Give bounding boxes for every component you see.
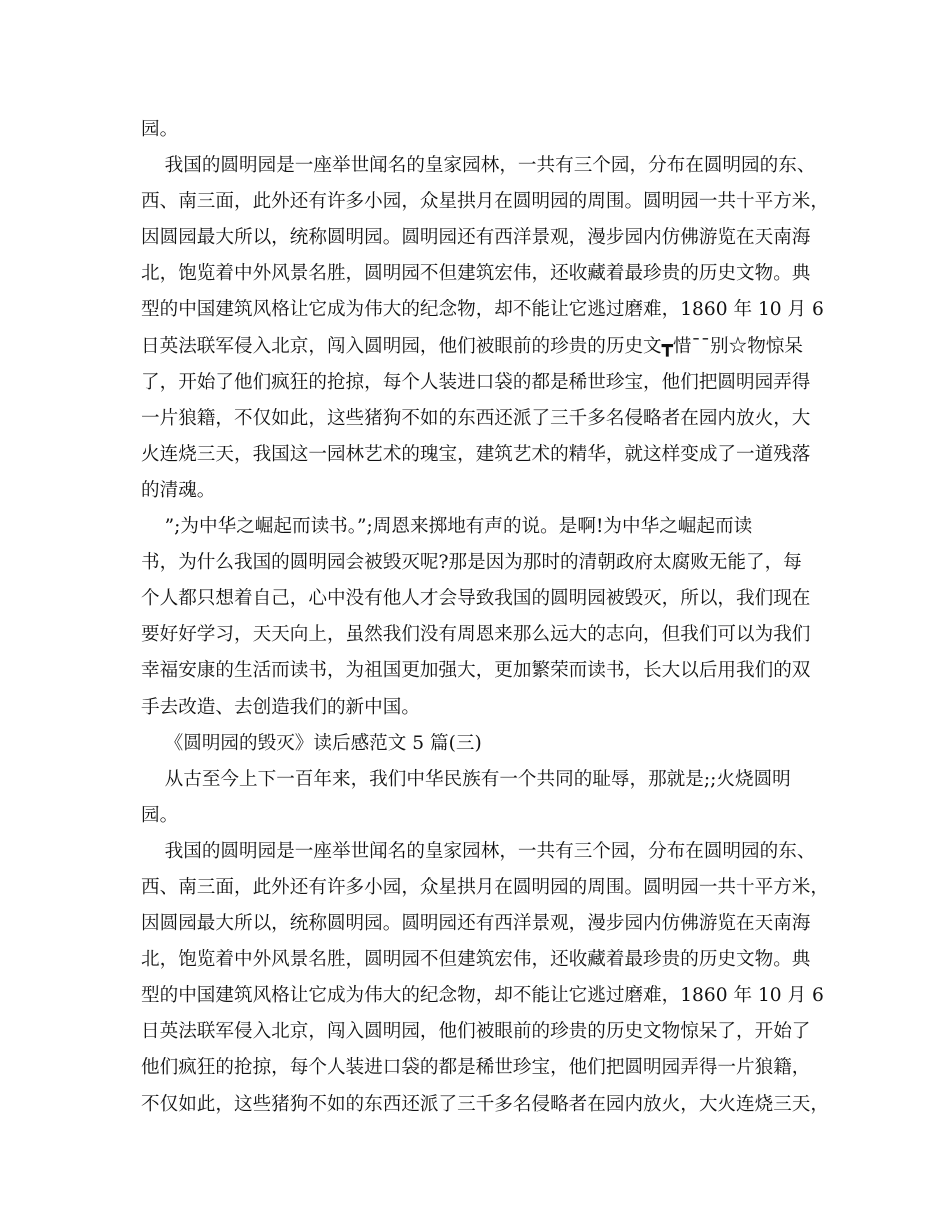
text-line: 个人都只想着自己，心中没有他人才会导致我国的圆明园被毁灭，所以，我们现在 [141,588,811,610]
text-line: 园。 [141,804,179,826]
text-line: 因圆园最大所以，统称圆明园。圆明园还有西洋景观，漫步园内仿佛游览在天南海 [141,227,811,249]
document-body [141,112,829,1123]
text-line: 因圆园最大所以，统称圆明园。圆明园还有西洋景观，漫步园内仿佛游览在天南海 [141,913,811,935]
text-line: 园。 [141,119,179,140]
text-line: 他们疯狂的抢掠，每个人装进口袋的都是稀世珍宝，他们把圆明园弄得一片狼籍， [141,1057,811,1079]
text-line: 不仅如此，这些猪狗不如的东西还派了三千多名侵略者在园内放火，大火连烧三天， [141,1093,829,1115]
text-line: 《圆明园的毁灭》读后感范文 5 篇(三) [141,732,482,754]
text-line: 火连烧三天，我国这一园林艺术的瑰宝，建筑艺术的精华，就这样变成了一道残落 [141,443,811,465]
text-line: 书，为什么我国的圆明园会被毁灭呢?那是因为那时的清朝政府太腐败无能了，每 [141,552,802,574]
text-line: 西、南三面，此外还有许多小园，众星拱月在圆明园的周围。圆明园一共十平方米， [141,876,829,898]
text-line: 幸福安康的生活而读书，为祖国更加强大，更加繁荣而读书，长大以后用我们的双 [141,660,811,682]
text-line: 西、南三面，此外还有许多小园，众星拱月在圆明园的周围。圆明园一共十平方米， [141,191,829,213]
text-line: ”;为中华之崛起而读书。”;周恩来掷地有声的说。是啊!为中华之崛起而读 [141,516,753,538]
text-line: 我国的圆明园是一座举世闻名的皇家园林，一共有三个园，分布在圆明园的东、 [141,840,816,862]
text-line: 了，开始了他们疯狂的抢掠，每个人装进口袋的都是稀世珍宝，他们把圆明园弄得 [141,371,811,393]
text-line: 从古至今上下一百年来，我们中华民族有一个共同的耻辱，那就是;;火烧圆明 [141,768,791,790]
text-line: 我国的圆明园是一座举世闻名的皇家园林，一共有三个园，分布在圆明园的东、 [141,155,816,177]
text-line: 型的中国建筑风格让它成为伟大的纪念物，却不能让它逃过磨难，1860 年 10 月 6 [141,985,824,1007]
text-line: 型的中国建筑风格让它成为伟大的纪念物，却不能让它逃过磨难，1860 年 10 月 6 [141,299,824,321]
text-line: 北，饱览着中外风景名胜，圆明园不但建筑宏伟，还收藏着最珍贵的历史文物。典 [141,263,811,285]
text-line: 的清魂。 [141,479,216,501]
text-line: 日英法联军侵入北京，闯入圆明园，他们被眼前的珍贵的历史文┳惜¯¯别☆物惊呆 [141,335,803,357]
text-line: 手去改造、去创造我们的新中国。 [141,696,420,718]
text-line: 要好好学习，天天向上，虽然我们没有周恩来那么远大的志向，但我们可以为我们 [141,624,811,646]
text-line: 日英法联军侵入北京，闯入圆明园，他们被眼前的珍贵的历史文物惊呆了，开始了 [141,1021,811,1043]
text-line: 一片狼籍，不仅如此，这些猪狗不如的东西还派了三千多名侵略者在园内放火，大 [141,407,811,429]
text-line: 北，饱览着中外风景名胜，圆明园不但建筑宏伟，还收藏着最珍贵的历史文物。典 [141,949,811,971]
